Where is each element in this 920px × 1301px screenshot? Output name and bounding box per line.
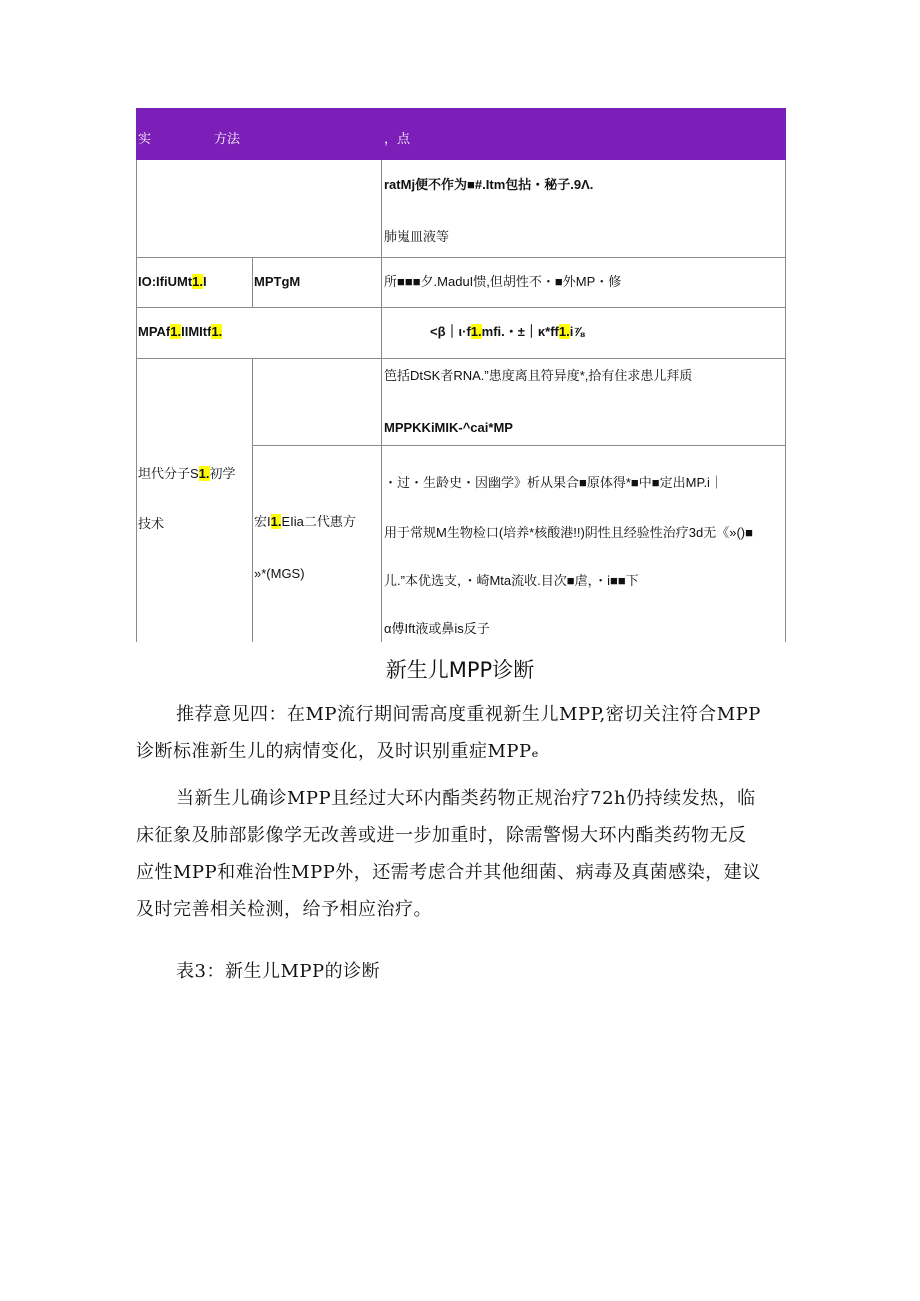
row1-method-note: ratMj便不作为■#.Itm包拈・秘子.9Λ.: [384, 177, 594, 192]
row4-category: 坦代分子S1.初学: [138, 466, 236, 481]
table-row-line: [136, 307, 786, 308]
row3-note: <β｜ι·f1.mfi.・±｜κ*ff1.i⅞: [430, 324, 585, 339]
row4-sub2-note: ・过・生龄史・因幽学》析从果合■原体得*■中■定出MP.i｜: [384, 475, 723, 490]
row4-sub2-note-2: 用于常规M生物检口(培养*核酸港!!)阴性且经验性治疗3d无《»()■: [384, 525, 753, 540]
header-col1: 实: [138, 132, 152, 147]
table-row-line: [136, 358, 786, 359]
table-border-left: [136, 160, 137, 642]
header-col3: ，点: [384, 132, 411, 147]
row4-sub2-note-3: 儿.”本优选支，・崎Mta流收.目次■虐，・i■■下: [384, 573, 639, 588]
section-title: 新生儿MPP诊断: [385, 658, 535, 682]
recommendation-paragraph: [136, 696, 796, 770]
diagnosis-methods-table: [136, 108, 786, 642]
table-caption-text: 表3：新生儿MPP的诊断: [176, 961, 381, 982]
row4-sub2-method: 宏I1.EIia二代惠方: [254, 514, 356, 529]
row3-category: MPAf1.IIMItf1.: [138, 324, 223, 339]
table-caption: [136, 953, 796, 990]
header-col2: 方法: [214, 132, 241, 147]
p2-line4: 及时完善相关检测，给予相应治疗。: [136, 899, 432, 920]
row4-sub1-note-2: MPPKKiMIK-^cai*MP: [384, 420, 513, 435]
table-divider-row4-col2: [252, 358, 253, 642]
row2-category: IO:IfiUMt1.I: [138, 274, 207, 289]
table-header: [136, 108, 786, 160]
table-row-line: [252, 445, 786, 446]
row4-sub1-note: 笆括DtSK者RNA.”患度离且符异度*,拾有住求患儿拜质: [384, 368, 693, 383]
treatment-paragraph: [136, 780, 796, 928]
p2-line2: 床征象及肺部影像学无改善或进一步加重时，除需警惕大环内酯类药物无反: [136, 825, 747, 846]
p1-line1: 推荐意见四：在MP流行期间需高度重视新生儿MPP,密切关注符合MPP: [176, 704, 761, 725]
row2-method: MPTgM: [254, 274, 301, 289]
p2-line3: 应性MPP和难治性MPP外，还需考虑合并其他细菌、病毒及真菌感染，建议: [136, 862, 761, 883]
row4-sub2-note-4: α傅Ift液或鼻is反子: [384, 621, 490, 636]
row1-method-note-2: 肺嵬皿液等: [384, 229, 450, 244]
p2-line1: 当新生儿确诊MPP且经过大环内酯类药物正规治疗72h仍持续发热，临: [176, 788, 756, 809]
table-divider-row2-col2: [252, 257, 253, 307]
table-border-right: [785, 160, 786, 642]
row4-category-2: 技术: [138, 516, 165, 531]
table-row-line: [136, 257, 786, 258]
row4-sub2-method-2: »*(MGS): [254, 566, 305, 581]
p1-line2: 诊断标准新生儿的病情变化，及时识别重症MPPₑ: [136, 741, 540, 762]
row2-note: 所■■■夕.MaduI愦,但胡性不・■外MP・修: [384, 274, 622, 289]
table-divider-col3: [381, 160, 382, 642]
